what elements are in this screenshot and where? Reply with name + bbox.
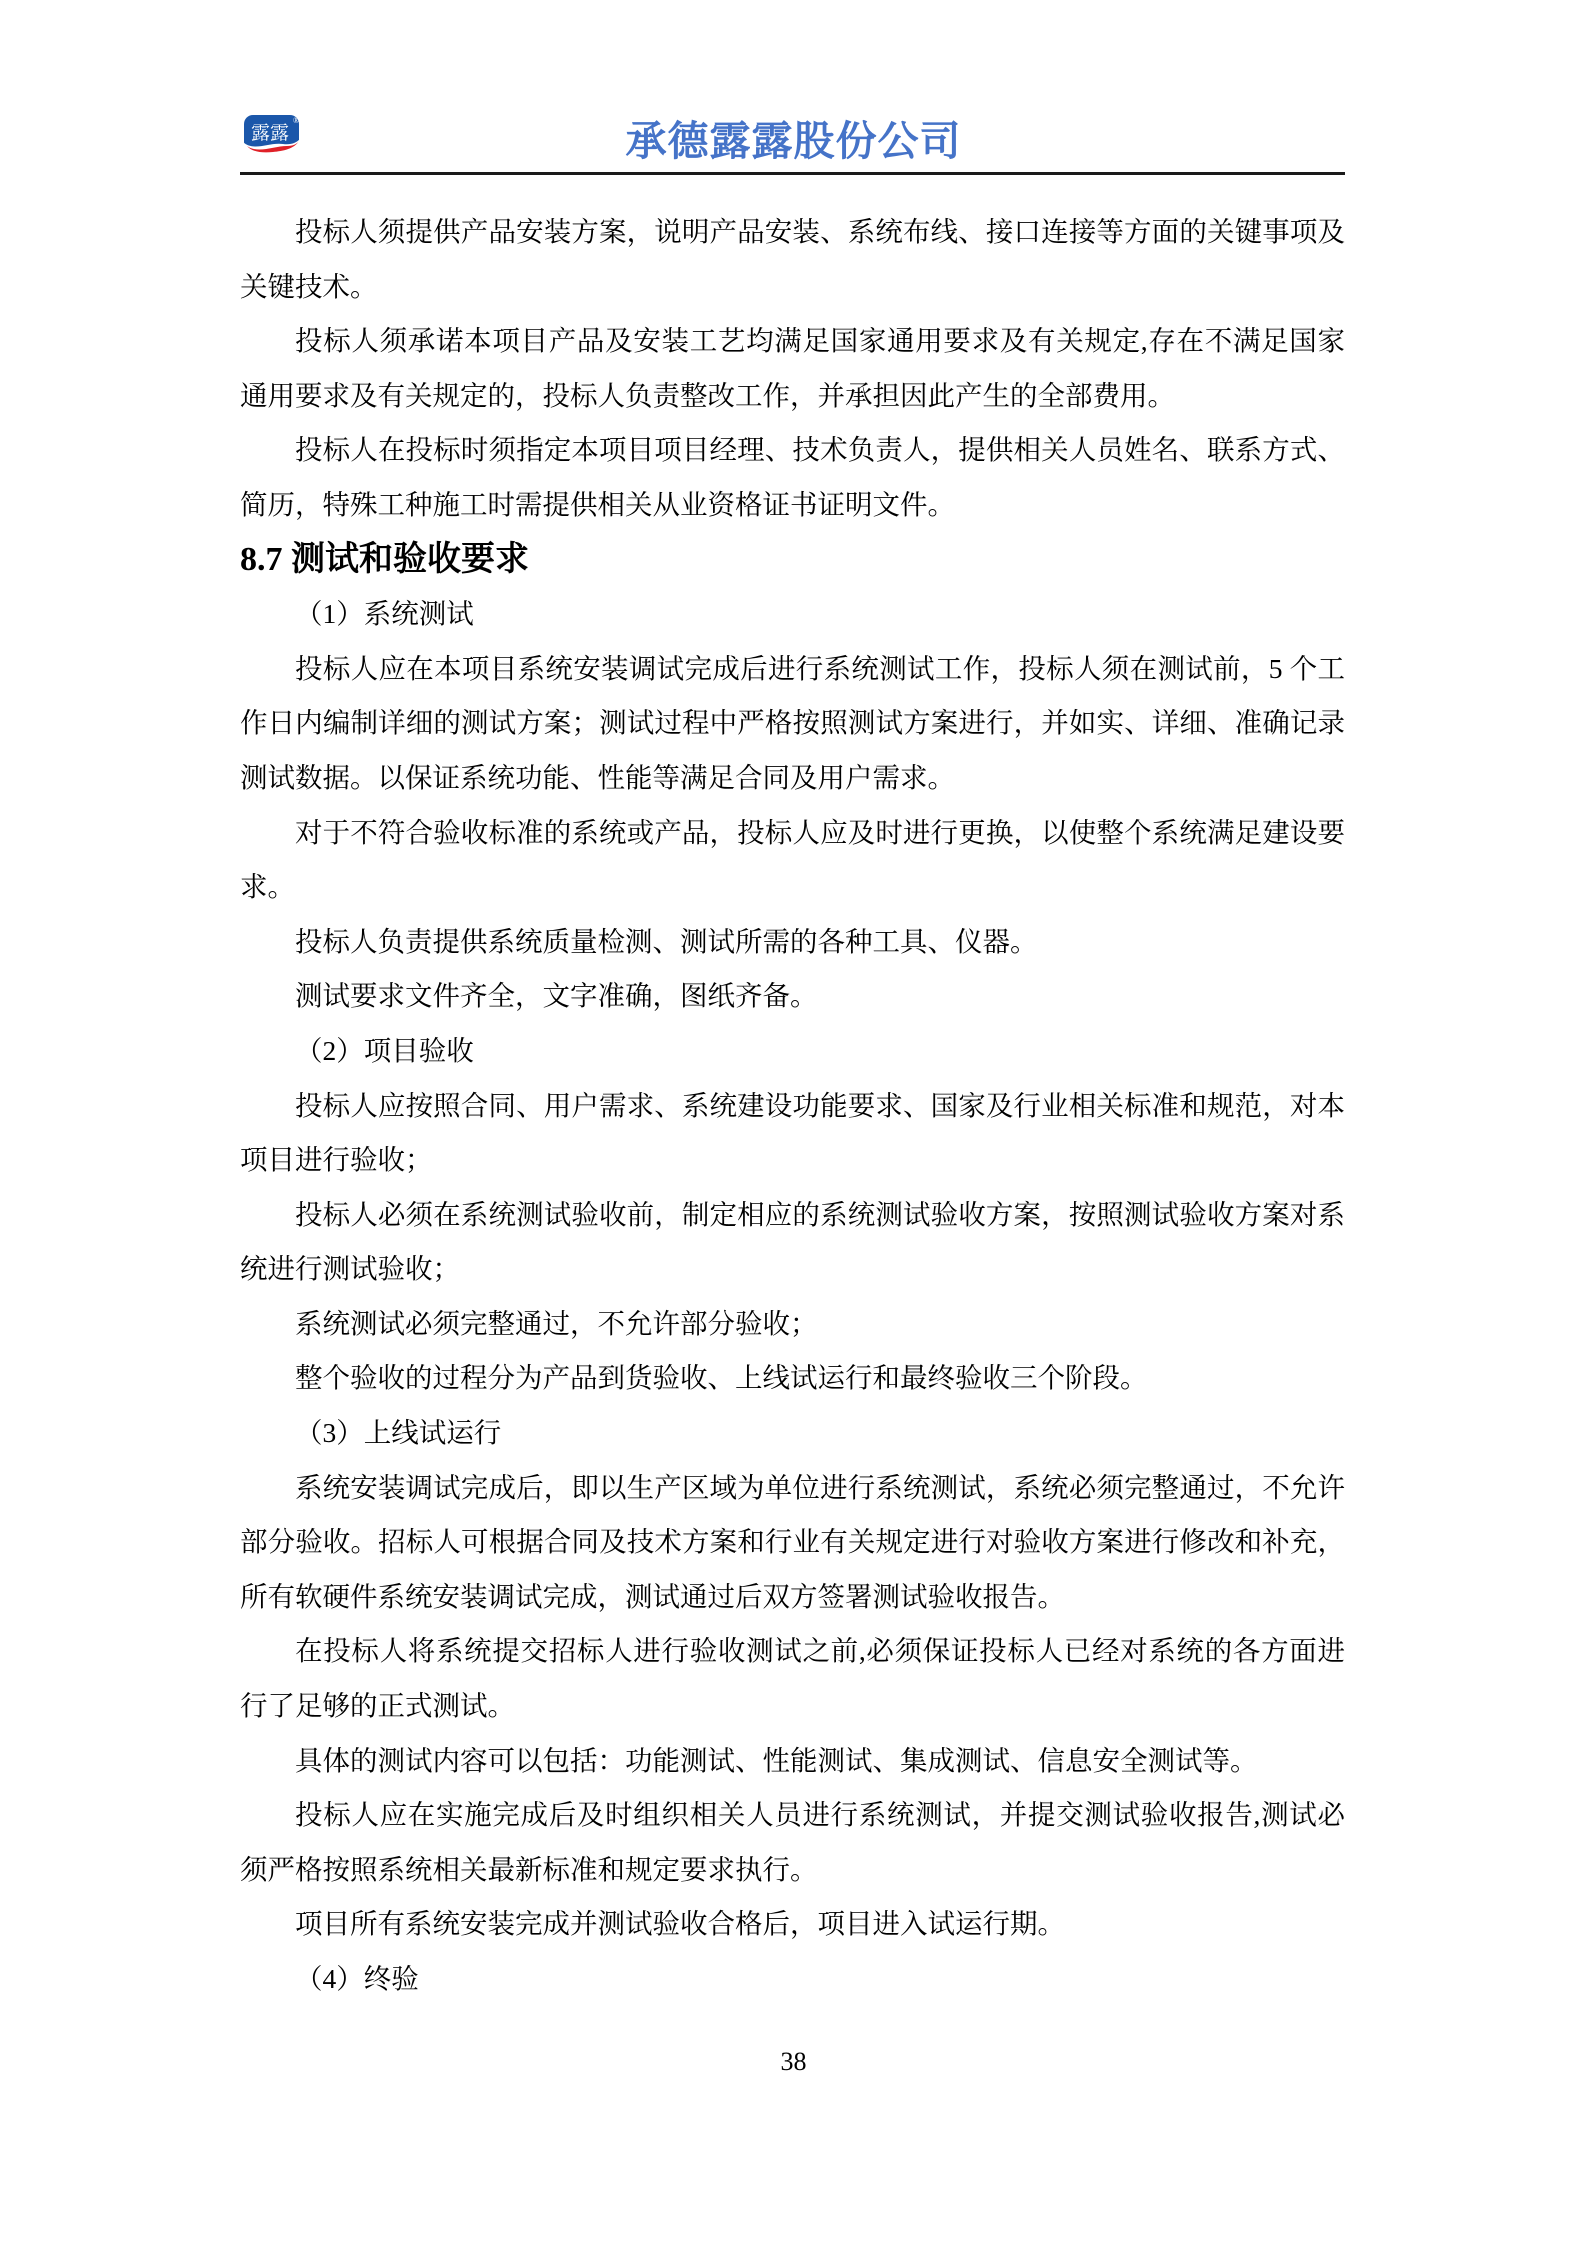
list-item-3-trial-run: （3）上线试运行 bbox=[295, 1417, 502, 1449]
page-number: 38 bbox=[780, 2047, 807, 2076]
paragraph: 投标人负责提供系统质量检测、测试所需的各种工具、仪器。 bbox=[295, 925, 1038, 957]
header-rule bbox=[240, 172, 1345, 175]
logo-characters: 露露 bbox=[250, 123, 290, 144]
paragraph: 整个验收的过程分为产品到货验收、上线试运行和最终验收三个阶段。 bbox=[295, 1362, 1148, 1394]
paragraph: 系统安装调试完成后，即以生产区域为单位进行系统测试，系统必须完整通过，不允许部分验收。招标人可根据合同及技术方案和行业有关规定进行对验收方案进行修改和补充，所有软硬件系统安装调试完成，测试通过后双方签署测试验收报告。 bbox=[240, 1471, 1345, 1612]
paragraph: 投标人须提供产品安装方案，说明产品安装、系统布线、接口连接等方面的关键事项及关键技术。 bbox=[240, 216, 1345, 302]
paragraph: 项目所有系统安装完成并测试验收合格后，项目进入试运行期。 bbox=[295, 1908, 1065, 1940]
paragraph: 具体的测试内容可以包括：功能测试、性能测试、集成测试、信息安全测试等。 bbox=[295, 1744, 1258, 1776]
paragraph: 在投标人将系统提交招标人进行验收测试之前,必须保证投标人已经对系统的各方面进行了足够的正式测试。 bbox=[240, 1635, 1345, 1722]
paragraph: 投标人在投标时须指定本项目项目经理、技术负责人，提供相关人员姓名、联系方式、简历，特殊工种施工时需提供相关从业资格证书证明文件。 bbox=[240, 434, 1345, 520]
company-title: 承德露露股份公司 bbox=[625, 118, 962, 164]
list-item-1-system-test: （1）系统测试 bbox=[295, 598, 474, 630]
paragraph: 投标人应按照合同、用户需求、系统建设功能要求、国家及行业相关标准和规范，对本项目进行验收； bbox=[240, 1089, 1345, 1176]
paragraph: 投标人须承诺本项目产品及安装工艺均满足国家通用要求及有关规定,存在不满足国家通用要求及有关规定的，投标人负责整改工作，并承担因此产生的全部费用。 bbox=[240, 325, 1345, 411]
document-body bbox=[240, 205, 1345, 2007]
paragraph: 投标人应在实施完成后及时组织相关人员进行系统测试，并提交测试验收报告,测试必须严格按照系统相关最新标准和规定要求执行。 bbox=[240, 1799, 1345, 1885]
list-item-4-final-acceptance: （4）终验 bbox=[295, 1963, 419, 1994]
section-heading-8-7: 8.7 测试和验收要求 bbox=[240, 540, 529, 578]
paragraph: 对于不符合验收标准的系统或产品，投标人应及时进行更换，以使整个系统满足建设要求。 bbox=[240, 816, 1345, 903]
registered-trademark-icon: ® bbox=[293, 116, 300, 125]
paragraph: 投标人应在本项目系统安装调试完成后进行系统测试工作，投标人须在测试前，5 个工作日内编制详细的测试方案；测试过程中严格按照测试方案进行，并如实、详细、准确记录测试数据。以保证系统功能、性能等满足合同及用户需求。 bbox=[240, 652, 1345, 793]
paragraph: 系统测试必须完整通过，不允许部分验收； bbox=[295, 1307, 818, 1339]
list-item-2-project-acceptance: （2）项目验收 bbox=[295, 1034, 474, 1066]
paragraph: 投标人必须在系统测试验收前，制定相应的系统测试验收方案，按照测试验收方案对系统进行测试验收； bbox=[240, 1198, 1345, 1285]
paragraph: 测试要求文件齐全，文字准确，图纸齐备。 bbox=[295, 980, 818, 1012]
